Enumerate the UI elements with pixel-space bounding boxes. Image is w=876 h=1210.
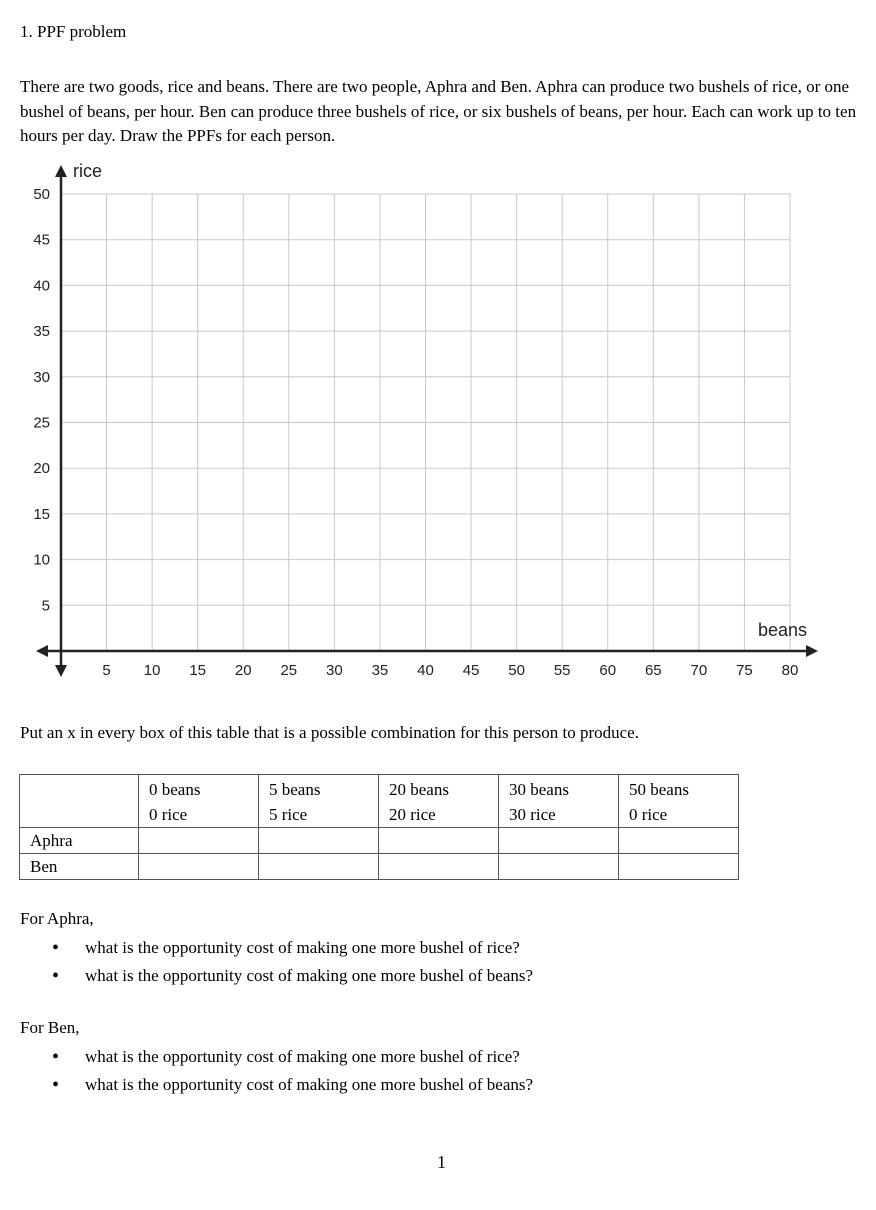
x-tick-label: 40 [417, 662, 434, 679]
header-rice: 0 rice [149, 805, 188, 824]
x-tick-label: 35 [371, 662, 389, 679]
header-rice: 30 rice [509, 805, 556, 824]
x-axis-arrow-left [36, 645, 48, 657]
table-instruction: Put an x in every box of this table that is a possible combination for this person to produce. [20, 723, 639, 742]
answer-cell[interactable] [619, 828, 739, 854]
answer-cell[interactable] [499, 854, 619, 880]
y-tick-label: 20 [33, 460, 50, 478]
header-beans: 0 beans [149, 780, 201, 799]
header-beans: 20 beans [389, 780, 449, 799]
x-tick-label: 70 [690, 662, 708, 679]
aphra-questions [36, 934, 533, 990]
y-tick-label: 5 [41, 597, 50, 615]
row-label-ben: Ben [20, 854, 139, 880]
header-beans: 50 beans [629, 780, 689, 799]
header-rice: 20 rice [389, 805, 436, 824]
header-beans: 5 beans [269, 780, 321, 799]
table-row-aphra [20, 828, 739, 854]
x-tick-label: 65 [644, 662, 662, 679]
question-item: • what is the opportunity cost of making one more bushel of beans? [36, 1071, 533, 1099]
x-tick-label: 75 [736, 662, 753, 679]
header-cell [139, 775, 259, 828]
x-tick-labels [102, 662, 798, 679]
ben-questions [36, 1043, 533, 1099]
x-tick-label: 60 [599, 662, 617, 679]
y-tick-label: 35 [33, 323, 50, 341]
answer-cell[interactable] [139, 854, 259, 880]
question-item: • what is the opportunity cost of making one more bushel of rice? [36, 1043, 533, 1071]
x-tick-label: 25 [280, 662, 298, 679]
header-cell [619, 775, 739, 828]
x-tick-label: 45 [462, 662, 480, 679]
aphra-lead: For Aphra, [20, 909, 94, 928]
y-tick-label: 25 [33, 414, 50, 432]
x-tick-label: 15 [189, 662, 207, 679]
answer-cell[interactable] [499, 828, 619, 854]
answer-cell[interactable] [139, 828, 259, 854]
combination-table [19, 774, 739, 880]
ben-lead: For Ben, [20, 1018, 80, 1037]
page-number: 1 [437, 1152, 446, 1172]
x-tick-label: 55 [553, 662, 571, 679]
y-tick-label: 50 [33, 186, 50, 203]
answer-cell[interactable] [259, 828, 379, 854]
x-tick-label: 5 [102, 662, 111, 679]
header-rice: 0 rice [629, 805, 668, 824]
question-item: • what is the opportunity cost of making one more bushel of rice? [36, 934, 533, 962]
y-tick-label: 15 [33, 505, 50, 523]
y-tick-label: 30 [33, 368, 50, 386]
problem-heading: 1. PPF problem [20, 22, 127, 41]
table-row-ben [20, 854, 739, 880]
row-label-aphra: Aphra [20, 828, 139, 854]
x-tick-label: 10 [143, 662, 161, 679]
table-header-row [20, 775, 739, 828]
answer-cell[interactable] [259, 854, 379, 880]
header-cell [379, 775, 499, 828]
answer-cell[interactable] [619, 854, 739, 880]
chart-axes [36, 165, 818, 677]
problem-intro: There are two goods, rice and beans. There are two people, Aphra and Ben. Aphra can produce two bushels of rice, or one bushel of beans, per hour. Ben can produce three bushels of rice, or six bushels of beans, per hour. Each can work up to ten hours per day. Draw the PPFs for each person. [20, 77, 857, 145]
y-tick-label: 45 [33, 231, 50, 249]
answer-cell[interactable] [379, 828, 499, 854]
header-cell [259, 775, 379, 828]
y-tick-labels [33, 186, 50, 614]
x-tick-label: 30 [326, 662, 343, 679]
y-axis-arrow-down [55, 665, 67, 677]
chart-grid [61, 194, 790, 651]
header-cell [499, 775, 619, 828]
x-axis-arrow-right [806, 645, 818, 657]
y-tick-label: 40 [33, 277, 50, 295]
header-rice: 5 rice [269, 805, 308, 824]
answer-cell[interactable] [379, 854, 499, 880]
x-tick-label: 50 [508, 662, 525, 679]
header-beans: 30 beans [509, 780, 569, 799]
question-item: • what is the opportunity cost of making one more bushel of beans? [36, 962, 533, 990]
header-corner-cell [20, 775, 139, 828]
x-axis-title: beans [758, 620, 808, 640]
x-tick-label: 20 [234, 662, 252, 679]
x-tick-label: 80 [781, 662, 799, 679]
y-tick-label: 10 [33, 551, 50, 569]
y-axis-arrow-up [55, 165, 67, 177]
y-axis-title: rice [73, 161, 103, 181]
